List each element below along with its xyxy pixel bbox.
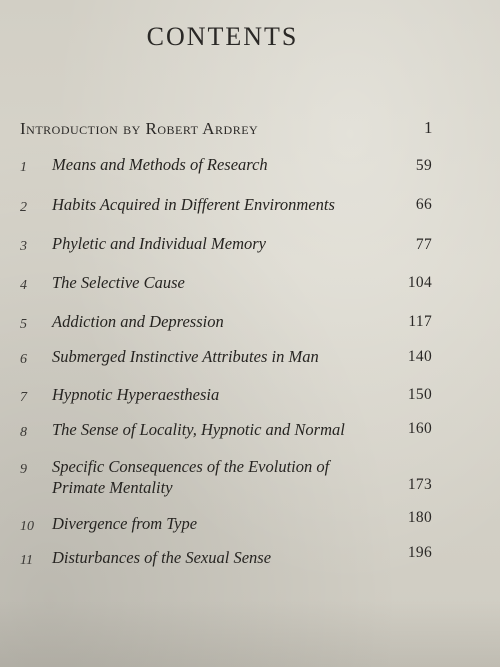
chapter-title: Submerged Instinctive Attributes in Man: [52, 347, 319, 366]
page-shadow: [0, 600, 500, 667]
chapter-number: 10: [20, 519, 34, 534]
chapter-page: 140: [407, 348, 432, 365]
chapter-page: 160: [407, 420, 432, 437]
chapter-title: The Selective Cause: [52, 273, 185, 292]
chapter-number: 1: [20, 160, 27, 175]
chapter-page: 173: [407, 476, 432, 493]
introduction-entry-page: 1: [424, 118, 433, 137]
chapter-title-line-2: Primate Mentality: [52, 478, 173, 497]
chapter-page: 150: [407, 386, 432, 403]
chapter-title: Phyletic and Individual Memory: [52, 234, 266, 253]
chapter-title: The Sense of Locality, Hypnotic and Normal: [52, 420, 345, 439]
chapter-number: 5: [20, 317, 27, 332]
chapter-number: 6: [20, 352, 27, 367]
chapter-page: 66: [415, 196, 432, 213]
chapter-number: 3: [20, 239, 27, 254]
chapter-page: 77: [415, 236, 432, 253]
chapter-page: 196: [407, 544, 432, 561]
page-title: CONTENTS: [146, 22, 299, 51]
chapter-page: 104: [407, 274, 432, 291]
chapter-number: 4: [20, 278, 27, 293]
chapter-title: Means and Methods of Research: [52, 155, 268, 174]
chapter-number: 9: [20, 462, 27, 477]
chapter-number: 2: [20, 200, 27, 215]
chapter-page: 180: [407, 509, 432, 526]
chapter-title-line-1: Specific Consequences of the Evolution of: [52, 457, 330, 476]
chapter-page: 59: [415, 157, 432, 174]
chapter-number: 8: [20, 425, 27, 440]
chapter-title: Disturbances of the Sexual Sense: [52, 548, 272, 567]
chapter-number: 11: [20, 553, 33, 568]
chapter-title: Habits Acquired in Different Environments: [52, 195, 335, 214]
introduction-entry-title: Introduction by Robert Ardrey: [20, 119, 259, 138]
chapter-page: 117: [408, 313, 432, 330]
chapter-title: Addiction and Depression: [52, 312, 224, 331]
chapter-title: Hypnotic Hyperaesthesia: [52, 385, 220, 404]
chapter-title: Divergence from Type: [52, 514, 198, 533]
chapter-number: 7: [20, 390, 27, 405]
